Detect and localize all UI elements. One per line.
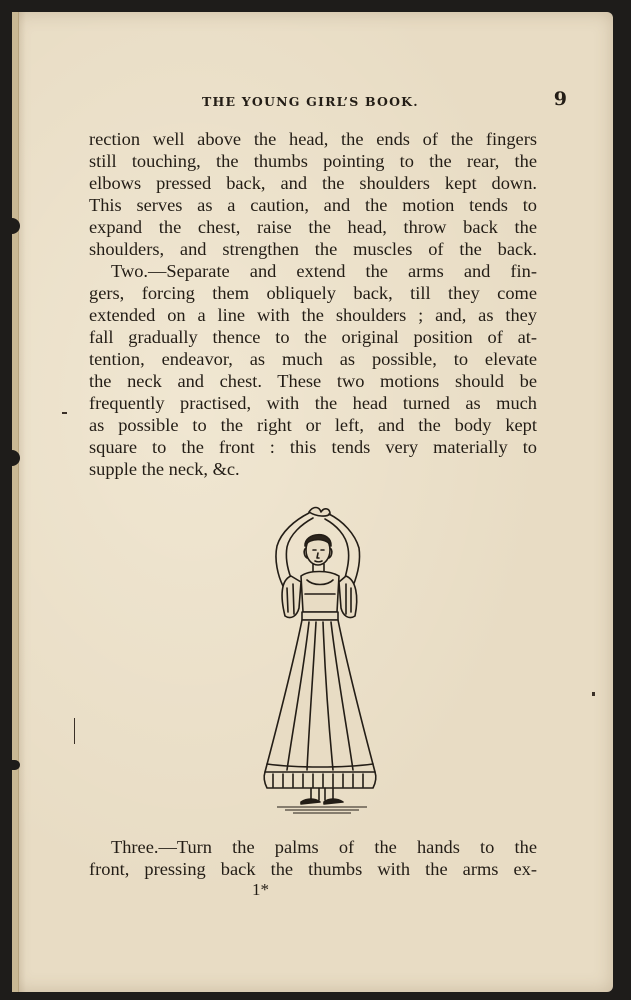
text-line: supple the neck, &c.	[89, 459, 240, 479]
running-head	[202, 88, 567, 114]
running-title: THE YOUNG GIRL’S BOOK.	[202, 94, 419, 109]
text-line: shoulders, and strengthen the muscles of the back.	[89, 239, 537, 259]
text-line: expand the chest, raise the head, throw back the	[89, 217, 537, 237]
page-number: 9	[553, 88, 567, 110]
text-line: This serves as a caution, and the motion tends to	[89, 195, 537, 215]
text-line: as possible to the right or left, and the body kept	[89, 415, 537, 435]
binding-notch	[10, 218, 20, 234]
text-line: square to the front : this tends very materially to	[89, 437, 537, 457]
ink-speck	[62, 412, 67, 414]
ink-speck	[592, 692, 595, 696]
bottom-text	[89, 836, 537, 880]
text-line: the neck and chest. These two motions should be	[89, 371, 537, 391]
text-line: gers, forcing them obliquely back, till they come	[89, 283, 537, 303]
text-line: fall gradually thence to the original position of at-	[89, 327, 537, 347]
text-line: elbows pressed back, and the shoulders kept down.	[89, 173, 537, 193]
binding-notch	[10, 450, 20, 466]
text-line: frequently practised, with the head turned as much	[89, 393, 537, 413]
text-line: front, pressing back the thumbs with the arms ex-	[89, 859, 537, 879]
text-line: Two.—Separate and extend the arms and fin-	[111, 261, 537, 281]
text-line: still touching, the thumbs pointing to the rear, the	[89, 151, 537, 171]
text-line: rection well above the head, the ends of the fingers	[89, 129, 537, 149]
text-line: tention, endeavor, as much as possible, to elevate	[89, 349, 537, 369]
ink-speck	[74, 718, 75, 744]
girl-arms-raised-figure	[247, 504, 392, 818]
signature-mark: 1*	[252, 880, 269, 899]
book-page	[12, 12, 613, 992]
body-text	[89, 128, 537, 480]
page-gutter	[12, 12, 19, 992]
text-line: extended on a line with the shoulders ; and, as they	[89, 305, 537, 325]
binding-notch	[10, 760, 20, 770]
text-line: Three.—Turn the palms of the hands to the	[111, 837, 537, 857]
